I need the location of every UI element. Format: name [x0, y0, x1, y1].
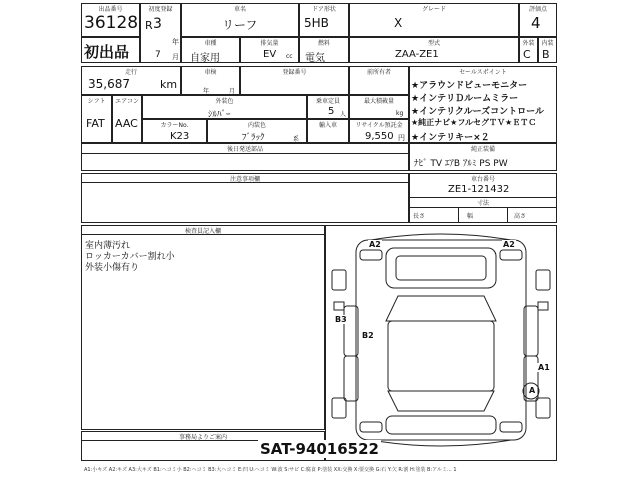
model: ZAA-ZE1 — [395, 49, 439, 60]
capacity: 5 — [328, 106, 335, 117]
grade: X — [394, 16, 403, 30]
inspection-label: 車検 — [204, 69, 217, 76]
fuel: 電気 — [305, 53, 325, 64]
color: ｼﾙﾊﾞｰ — [208, 110, 231, 120]
ext-grade: C — [523, 48, 531, 61]
fuel-label: 燃料 — [317, 40, 330, 47]
recycle-label: リサイクル預託金 — [355, 122, 403, 129]
damage-mark-b3: B3 — [335, 315, 347, 324]
damage-mark-a: A — [529, 386, 536, 395]
int-grade-label: 内装 — [541, 40, 554, 47]
damage-mark-b2: B2 — [362, 331, 374, 340]
capacity-label: 乗車定員 — [315, 98, 340, 105]
history-label: 前所有者 — [366, 69, 391, 76]
first-reg-label: 初度登録 — [148, 6, 173, 13]
load-unit: kg — [396, 110, 404, 117]
score-label: 評価点 — [528, 6, 547, 13]
width-label: 幅 — [467, 213, 474, 220]
int-color-label: 内装色 — [247, 122, 266, 129]
equipment-label: 純正装備 — [470, 146, 495, 153]
color-no-label: カラーNo. — [160, 122, 189, 129]
reg-no-label: 登録番号 — [282, 69, 307, 76]
sales-point: ★インテリキー×２ — [411, 133, 490, 143]
import-label: 輸入車 — [318, 122, 337, 129]
inspector-label: 検査員記入欄 — [184, 228, 221, 235]
shift: FAT — [86, 117, 105, 130]
inspection-month-unit: 月 — [229, 88, 236, 95]
watermark: SAT-94016522 — [260, 440, 379, 458]
notes-label: 注意事項欄 — [229, 176, 260, 183]
later-parts-label: 後日発送部品 — [226, 146, 263, 153]
mileage: 35,687 — [88, 77, 130, 91]
lot-label: 出品番号 — [98, 6, 123, 13]
inspection-year-unit: 年 — [203, 88, 210, 95]
model-label: 型式 — [427, 40, 440, 47]
first-reg-month-unit: 月 — [172, 53, 179, 61]
equipment: ﾅﾋﾞ TV ｴｱB ｱﾙﾐ PS PW — [414, 159, 508, 169]
ac-label: エアコン — [115, 98, 139, 105]
chassis-label: 車台番号 — [470, 176, 495, 183]
ac: AAC — [115, 117, 138, 130]
load-label: 最大積載量 — [363, 98, 394, 105]
displacement-label: 排気量 — [260, 40, 279, 47]
int-grade: B — [542, 48, 550, 61]
first-reg-month: 7 — [155, 50, 161, 60]
office-label: 事務局よりご案内 — [178, 434, 227, 441]
car-diagram — [326, 226, 556, 460]
color-label: 外装色 — [215, 98, 234, 105]
int-color: ﾌﾞﾗｯｸ — [242, 133, 265, 143]
sales-point: ★純正ナビ★フルセグＴＶ★ＥＴＣ — [411, 118, 537, 127]
ext-grade-label: 外装 — [522, 40, 535, 47]
score: 4 — [531, 14, 541, 32]
length-label: 長さ — [413, 213, 426, 220]
sales-point: ★インテリＤルームミラー — [411, 94, 519, 104]
color-no: K23 — [170, 131, 190, 142]
damage-mark-a1: A1 — [538, 363, 550, 372]
recycle: 9,550 — [365, 131, 394, 142]
doors: 5HB — [304, 16, 329, 30]
displacement: EV — [263, 49, 277, 60]
car-name-label: 車名 — [233, 6, 246, 13]
chassis: ZE1-121432 — [448, 184, 510, 195]
legend-text: A1:小キズ A2:キズ A3:大キズ B1:ヘコミ小 B2:ヘコミ B3:大ヘコミ E:凹 U:ヘコミ W:波 S:サビ C:腐食 P:塗装 XX:交換 X:要交換 G:石 Y:欠 R:割 H:塗装 B:アルミ... 1 — [84, 467, 457, 473]
sales-point: ★インテリクルーズコントロール — [411, 107, 544, 117]
damage-mark-a2-left: A2 — [369, 240, 381, 249]
int-color-unit: 系 — [293, 136, 300, 143]
doors-label: ドア形状 — [312, 6, 336, 13]
mileage-unit: km — [160, 78, 178, 91]
first-reg-era: R — [145, 19, 153, 32]
car-type: 自家用 — [190, 53, 220, 64]
first-listing-badge: 初出品 — [84, 43, 130, 61]
sales-points-label: セールスポイント — [459, 69, 507, 76]
mileage-label: 走行 — [124, 69, 137, 76]
sales-point: ★アラウンドビューモニター — [411, 81, 528, 91]
car-type-label: 車種 — [204, 40, 217, 47]
inspector-note: 外装小傷有り — [85, 263, 140, 273]
recycle-unit: 円 — [398, 134, 405, 142]
displacement-unit: cc — [286, 53, 293, 60]
inspector-note: 室内薄汚れ — [85, 241, 131, 251]
damage-mark-a2-right: A2 — [503, 240, 515, 249]
first-reg-year: 3 — [153, 16, 162, 32]
lot-number: 36128 — [84, 13, 139, 33]
dims-label: 寸法 — [476, 200, 489, 207]
height-label: 高さ — [514, 213, 527, 220]
first-reg-year-unit: 年 — [172, 38, 179, 46]
capacity-unit: 人 — [340, 111, 347, 118]
car-name: リーフ — [222, 18, 258, 32]
inspector-note: ロッカーカバー割れ小 — [85, 252, 175, 262]
shift-label: シフト — [87, 98, 106, 105]
grade-label: グレード — [421, 6, 446, 13]
